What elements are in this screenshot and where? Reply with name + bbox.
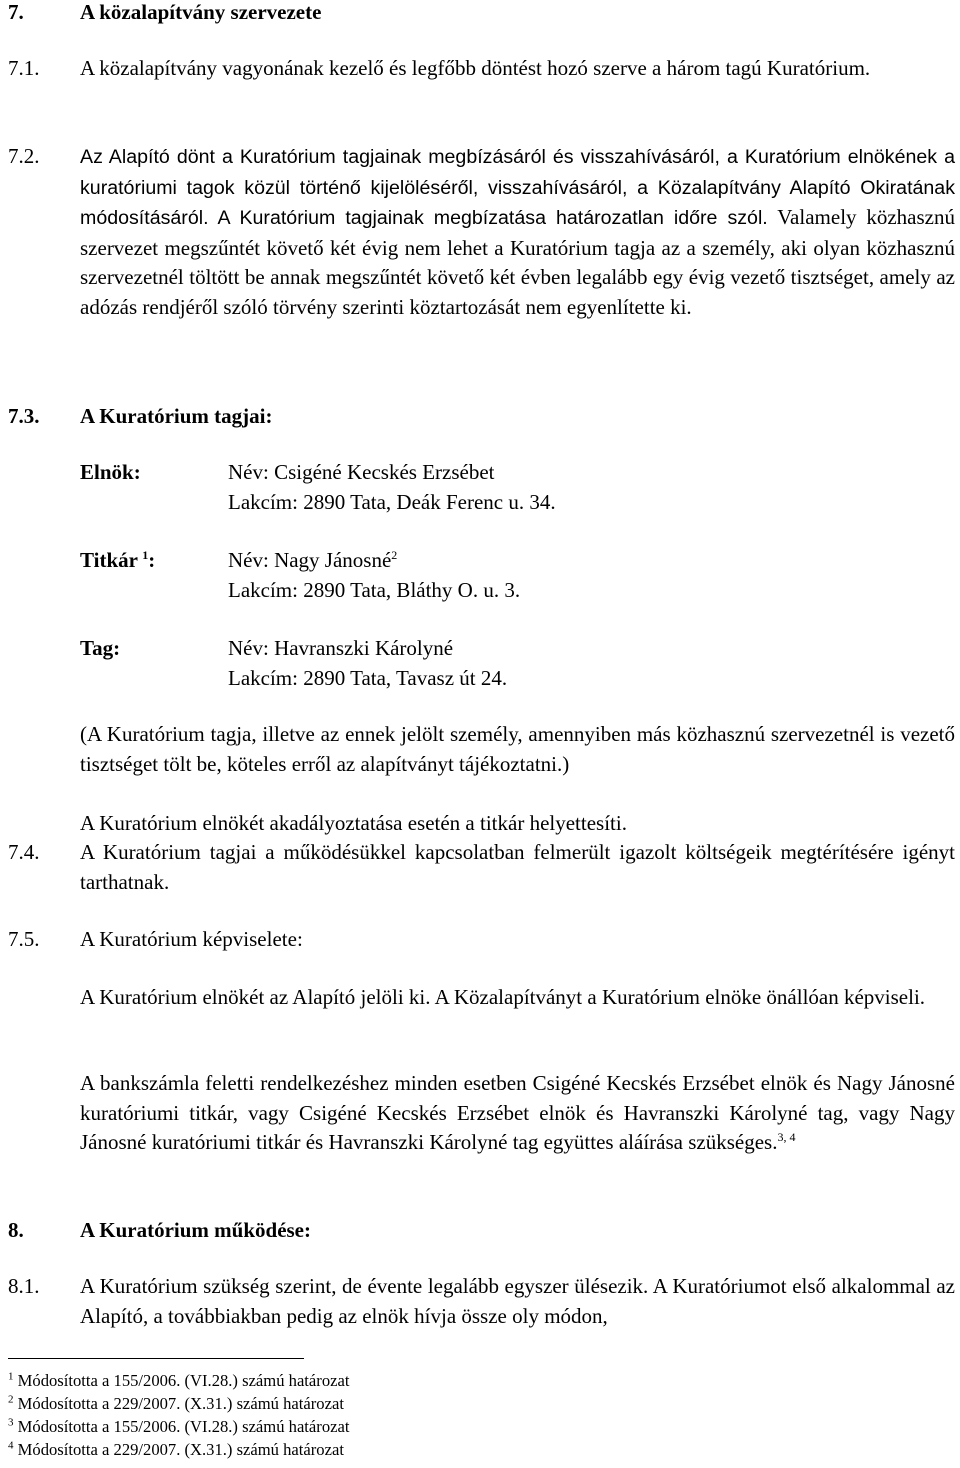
footnote-separator: [8, 1358, 304, 1359]
member-role: Titkár $^1$:: [80, 548, 156, 572]
paragraph-text: A közalapítvány vagyonának kezelő és legfőbb döntést hozó szerve a három tagú Kuratórium.: [80, 56, 871, 80]
paragraph-text: A Kuratórium szükség szerint, de évente legalább egyszer ülésezik. A Kuratóriumot első alkalommal az Alapító, a továbbiakban pedig az elnök hívja össze oly módon,: [80, 1274, 955, 1328]
footnote-3: $^3$ Módosította a 155/2006. (VI.28.) számú határozat: [8, 1416, 350, 1436]
footnote-ref-3-4: 3, 4: [777, 1130, 796, 1144]
paragraph-7-4: [8, 838, 955, 897]
representation-para-1: A Kuratórium elnökét az Alapító jelöli ki. A Közalapítványt a Kuratórium elnöke önállóan képviseli.: [80, 985, 926, 1009]
member-address: Lakcím: 2890 Tata, Bláthy O. u. 3.: [228, 577, 521, 602]
paragraph-7-2: [8, 142, 955, 322]
member-president: [80, 458, 955, 517]
paragraph-number: 8.1.: [8, 1274, 40, 1298]
footnote-1: $^1$ Módosította a 155/2006. (VI.28.) számú határozat: [8, 1370, 350, 1390]
member-name: Név: Havranszki Károlyné: [228, 636, 454, 660]
section-number: 8.: [8, 1218, 24, 1242]
member-details: [228, 634, 955, 693]
members-note: (A Kuratórium tagja, illetve az ennek jelölt személy, amennyiben más közhasznú szervezetnél is vezető tisztséget tölt be, köteles erről az alapítványt tájékoztatni.): [80, 722, 955, 776]
paragraph-number: 7.3.: [8, 404, 40, 428]
paragraph-number: 7.1.: [8, 56, 40, 80]
substitute-note: A Kuratórium elnökét akadályoztatása esetén a titkár helyettesíti.: [80, 811, 627, 835]
paragraph-text-serif-part: Valamely közhasznú szervezet megszűntét követő két évig nem lehet a Kuratórium tagja az a személy, aki olyan közhasznú szervezetnél töltött be annak megszűntét követő két évben legalább egy évig vezető tisztséget, amely az adózás rendjéről szóló törvény szerinti köztartozását nem egyenlítette ki.: [80, 205, 955, 319]
section-title: A közalapítvány szervezete: [80, 0, 322, 24]
footnote-ref-2: 2: [391, 548, 398, 562]
paragraph-text: A Kuratórium tagjai a működésükkel kapcsolatban felmerült igazolt költségeik megtérítésére igényt tarthatnak.: [80, 840, 955, 894]
member-details: [228, 546, 955, 605]
footnote-4: $^4$ Módosította a 229/2007. (X.31.) számú határozat: [8, 1439, 344, 1459]
section-7-heading: [8, 0, 955, 28]
member-address: Lakcím: 2890 Tata, Tavasz út 24.: [228, 665, 508, 690]
representation-title: A Kuratórium képviselete:: [80, 927, 303, 951]
paragraph-8-1: [8, 1272, 955, 1331]
member-role: Tag:: [80, 636, 121, 660]
member-name: Név: Nagy Jánosné$^2$: [228, 548, 398, 572]
member-name: Név: Csigéné Kecskés Erzsébet: [228, 460, 495, 484]
section-number: 7.: [8, 0, 24, 24]
paragraph-number: 7.4.: [8, 840, 40, 864]
member-role: Elnök:: [80, 460, 141, 484]
member-secretary: [80, 546, 955, 605]
paragraph-text: [80, 142, 955, 322]
paragraph-number: 7.5.: [8, 927, 40, 951]
section-8-heading: [8, 1216, 955, 1246]
member-address: Lakcím: 2890 Tata, Deák Ferenc u. 34.: [228, 489, 556, 514]
section-title: A Kuratórium működése:: [80, 1218, 311, 1242]
paragraph-7-1: [8, 54, 955, 84]
paragraph-number: 7.2.: [8, 144, 40, 168]
members-title: A Kuratórium tagjai:: [80, 404, 273, 428]
paragraph-text-sans-part: Az Alapító dönt a Kuratórium tagjainak megbízásáról és visszahívásáról, a Kuratórium elnökének a kuratóriumi tagok közül történő kijelöléséről, visszahívásáról, a Közalapítvány Alapító Okiratának módosításáról. A Kuratórium tagjainak megbízatása határozatlan időre szól.: [80, 146, 955, 229]
footnote-ref-1: 1: [142, 548, 149, 562]
paragraph-7-3-heading: [8, 402, 955, 432]
member-regular: [80, 634, 955, 693]
footnote-2: $^2$ Módosította a 229/2007. (X.31.) számú határozat: [8, 1393, 344, 1413]
member-details: [228, 458, 955, 517]
paragraph-7-5-heading: [8, 925, 955, 955]
representation-para-2: A bankszámla feletti rendelkezéshez minden esetben Csigéné Kecskés Erzsébet elnök és Nagy Jánosné kuratóriumi titkár, vagy Csigéné Kecskés Erzsébet elnök és Havranszki Károlyné tag, vagy Nagy Jánosné kuratóriumi titkár és Havranszki Károlyné tag együttes aláírása szükséges.$^{3, 4}$: [80, 1071, 955, 1154]
